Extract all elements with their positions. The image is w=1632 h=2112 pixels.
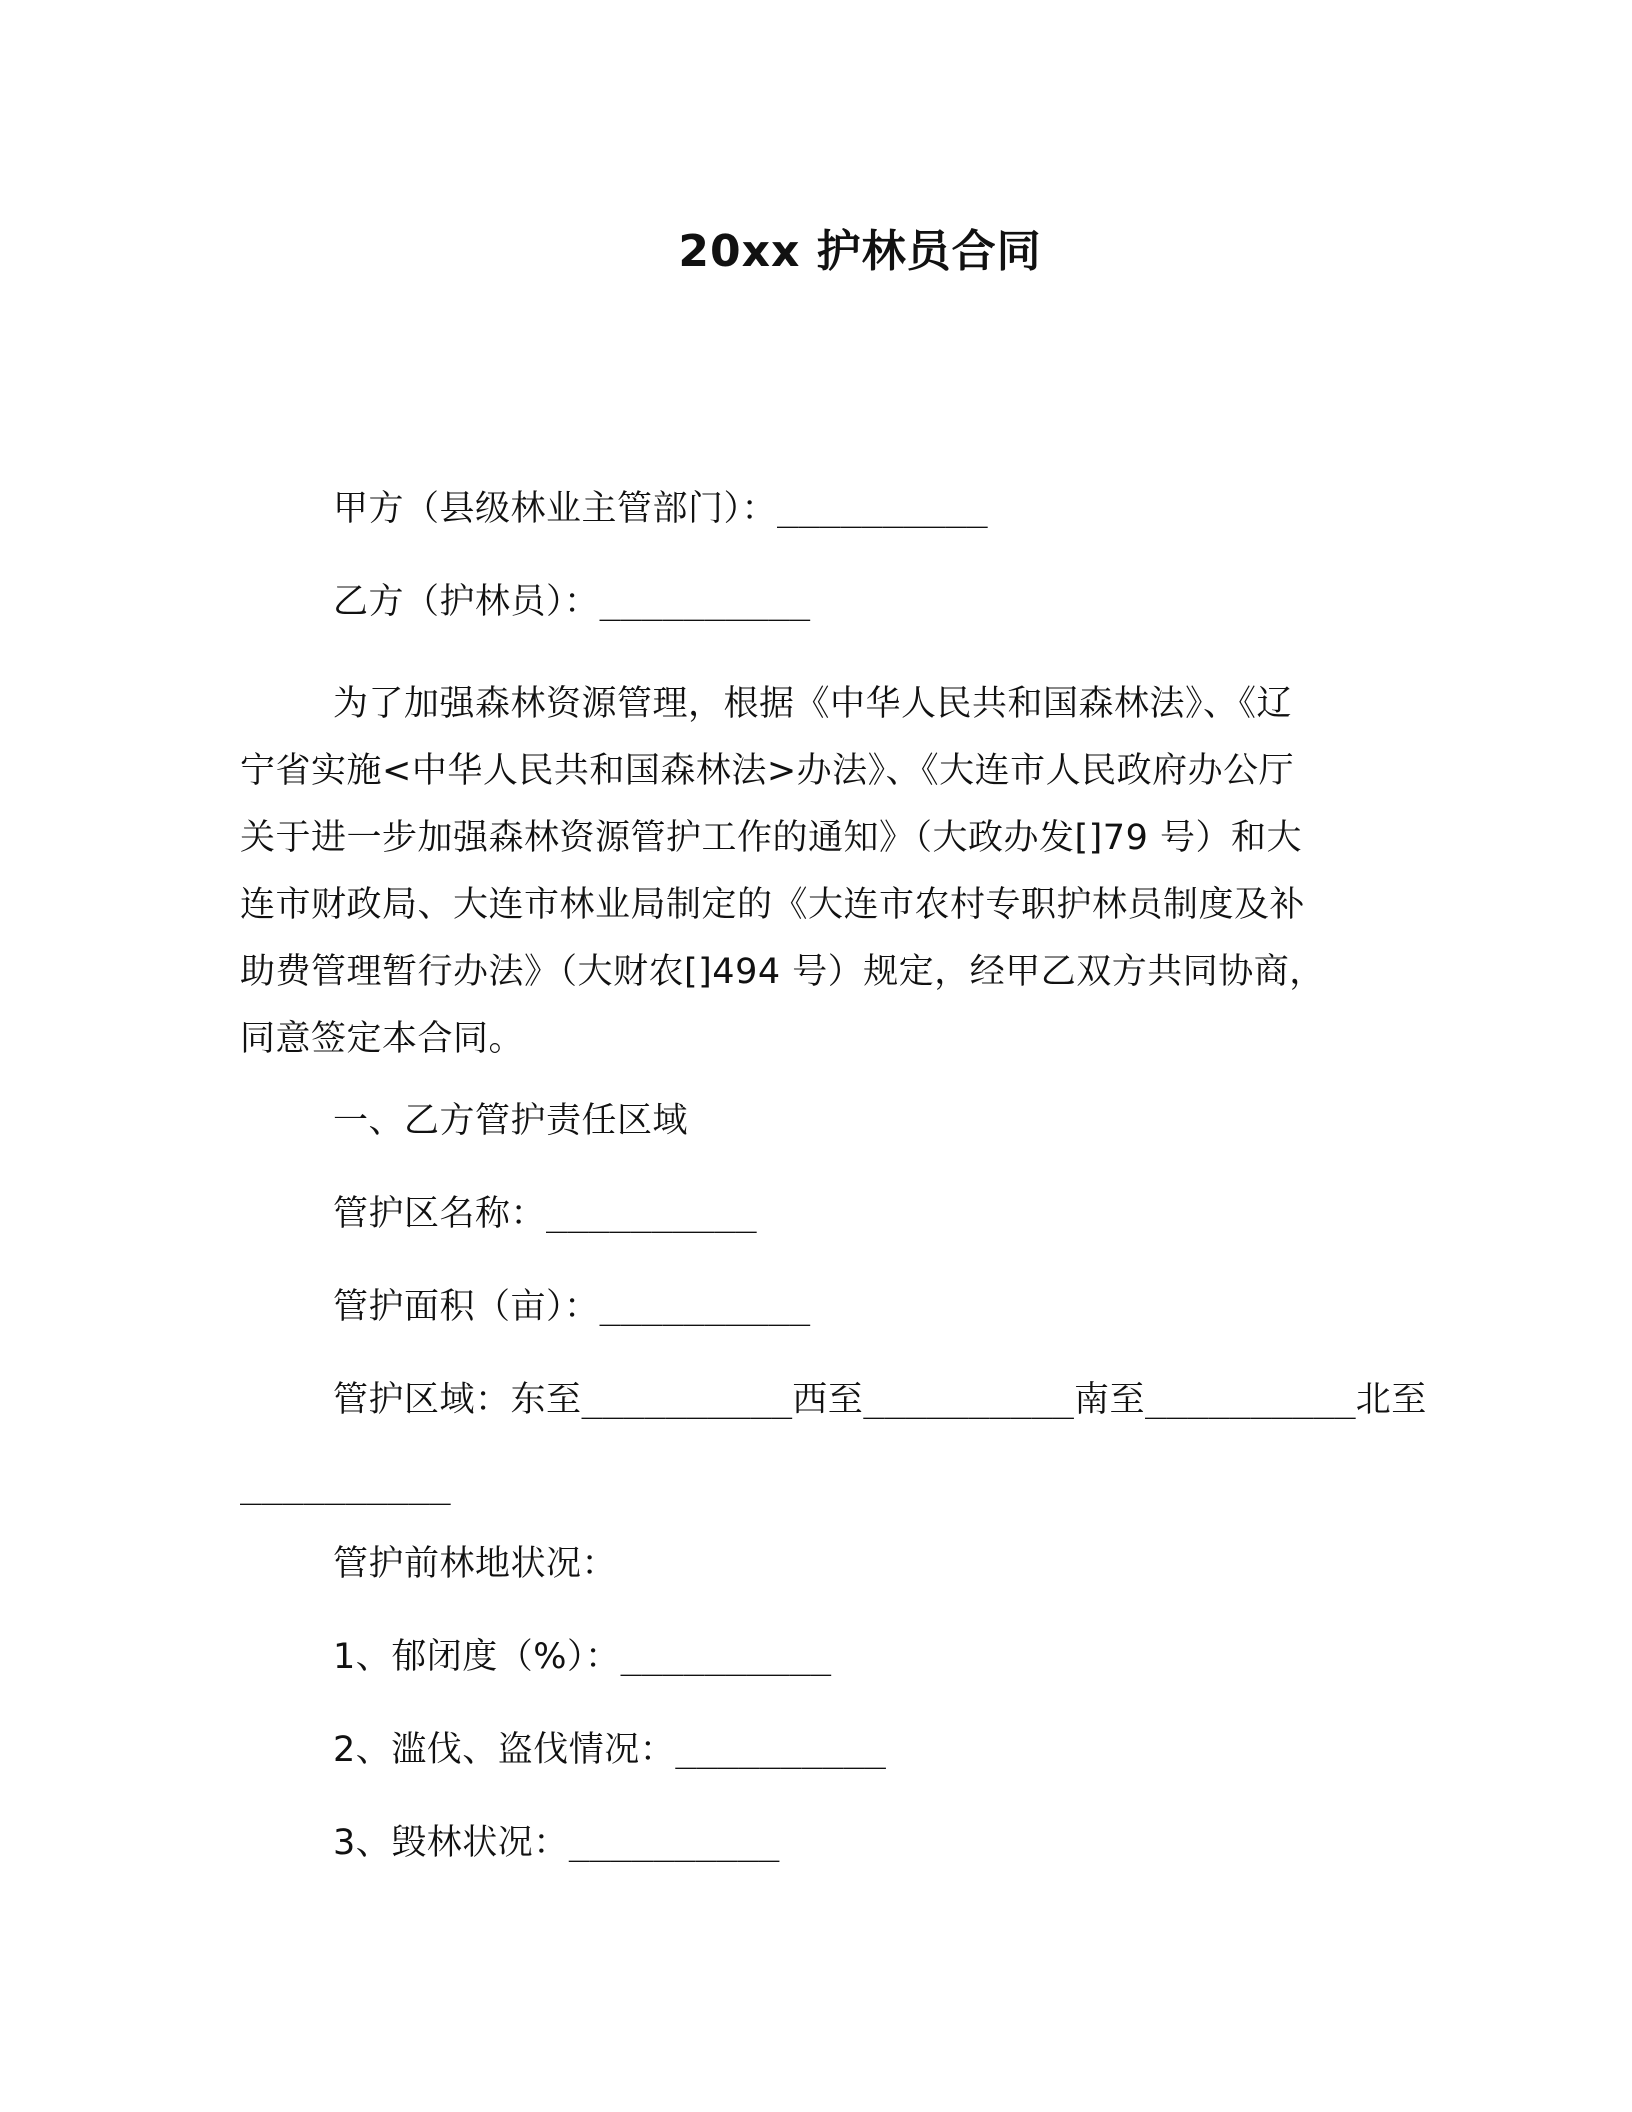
boundary-south-blank: __________	[1145, 1380, 1356, 1420]
item-canopy-line	[333, 1633, 831, 1681]
area-size-line	[333, 1283, 810, 1331]
item-canopy-blank: __________	[620, 1637, 832, 1677]
boundary-line	[333, 1376, 1427, 1424]
party-a-label: 甲方（县级林业主管部门）：	[333, 489, 778, 529]
area-size-label: 管护面积（亩）：	[333, 1287, 600, 1327]
boundary-east-label: 东至	[510, 1380, 582, 1420]
boundary-north-label: 北至	[1355, 1380, 1427, 1420]
boundary-label: 管护区域：	[333, 1380, 511, 1420]
item-damage-label: 3、毁林状况：	[333, 1823, 569, 1863]
area-name-line	[333, 1190, 757, 1238]
item-logging-line	[333, 1726, 886, 1774]
party-b-blank: __________	[599, 582, 811, 622]
item-damage-blank: __________	[568, 1823, 780, 1863]
boundary-south-label: 南至	[1073, 1380, 1145, 1420]
area-name-label: 管护区名称：	[333, 1194, 547, 1234]
intro-paragraph	[240, 671, 1390, 1073]
prior-status-heading: 管护前林地状况：	[333, 1544, 618, 1584]
area-size-blank: __________	[599, 1287, 811, 1327]
boundary-west-blank: __________	[863, 1380, 1074, 1420]
section-1-heading: 一、乙方管护责任区域	[333, 1101, 689, 1141]
intro-line: 连市财政局、大连市林业局制定的《大连市农村专职护林员制度及补	[240, 885, 1306, 925]
item-logging-label: 2、滥伐、盗伐情况：	[333, 1730, 676, 1770]
boundary-north-blank: __________	[240, 1466, 451, 1506]
intro-line: 宁省实施<中华人民共和国森林法>办法》、《大连市人民政府办公厅	[240, 751, 1295, 791]
intro-line: 助费管理暂行办法》（大财农[]494 号）规定，经甲乙双方共同协商，	[240, 952, 1325, 992]
intro-line: 为了加强森林资源管理，根据《中华人民共和国森林法》、《辽	[333, 684, 1293, 724]
party-a-blank: __________	[777, 489, 988, 529]
party-b-label: 乙方（护林员）：	[333, 582, 600, 622]
document-title: 20xx 护林员合同	[678, 226, 1042, 277]
item-canopy-label: 1、郁闭度（%）：	[333, 1637, 621, 1677]
area-name-blank: __________	[546, 1194, 757, 1234]
item-logging-blank: __________	[675, 1730, 886, 1770]
party-a-line	[333, 485, 988, 533]
intro-line: 同意签定本合同。	[240, 1019, 525, 1059]
item-damage-line	[333, 1819, 780, 1867]
boundary-west-label: 西至	[792, 1380, 864, 1420]
boundary-east-blank: __________	[581, 1380, 793, 1420]
party-b-line	[333, 578, 810, 626]
intro-line: 关于进一步加强森林资源管护工作的通知》（大政办发[]79 号）和大	[240, 818, 1302, 858]
boundary-north-continuation	[240, 1462, 451, 1510]
